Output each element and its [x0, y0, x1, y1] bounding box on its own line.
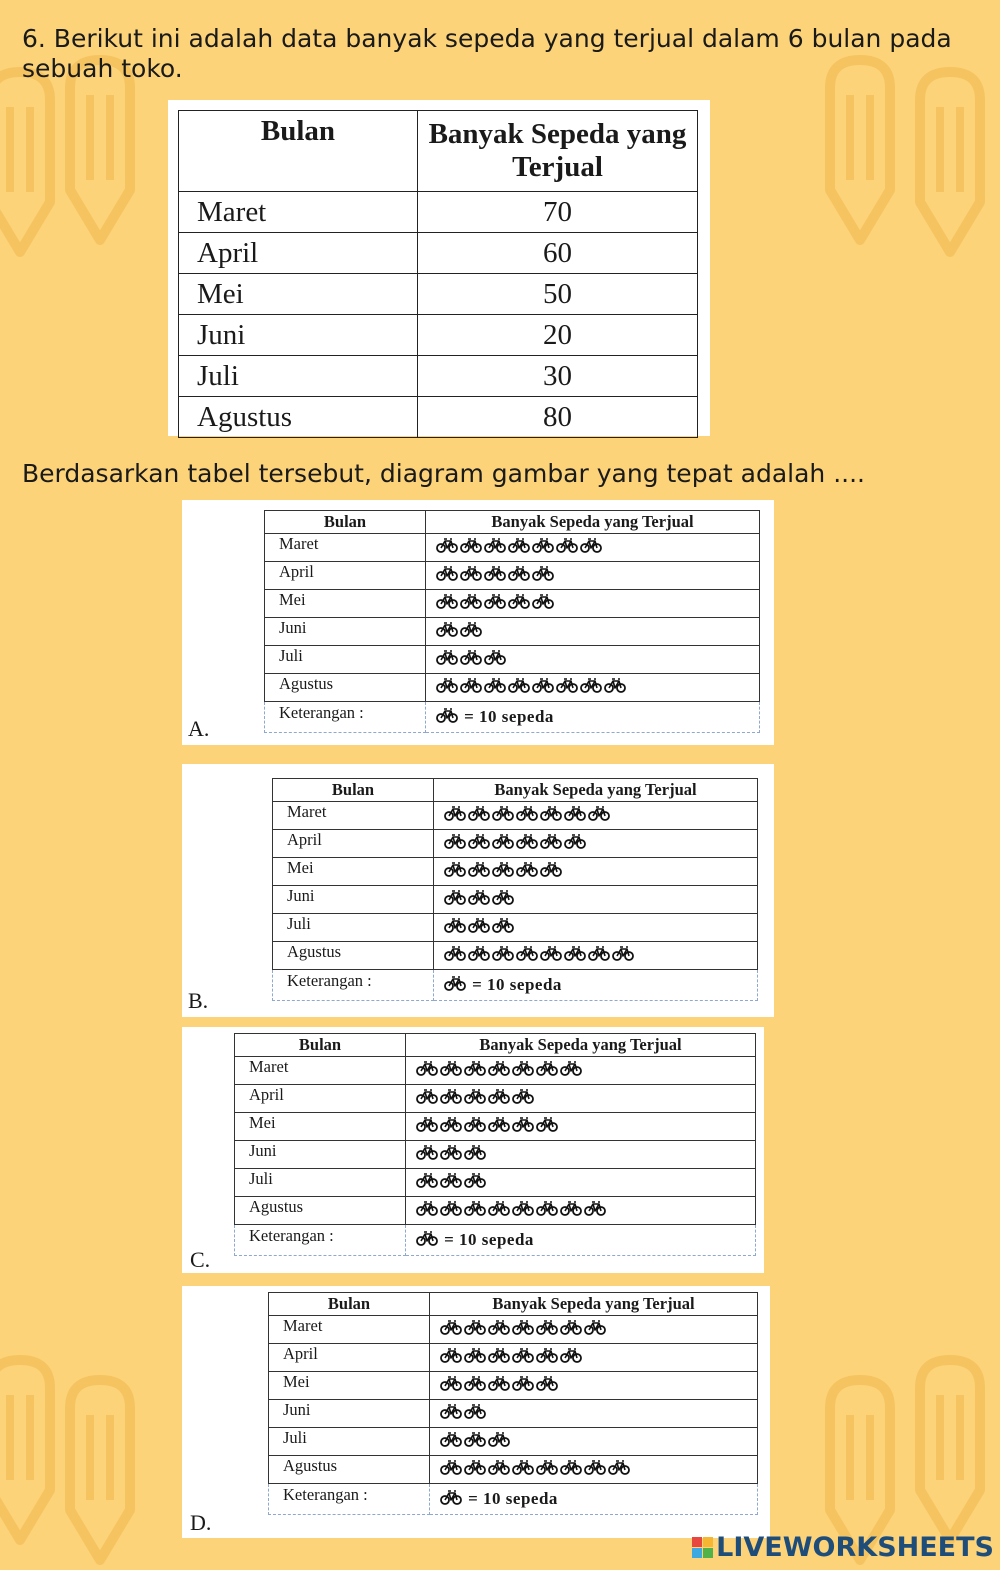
- month-cell: Agustus: [273, 942, 434, 970]
- bicycle-icon: [508, 677, 530, 698]
- bicycle-icon: [512, 1375, 534, 1396]
- bicycle-icon: [540, 833, 562, 854]
- pictogram-row: [273, 858, 758, 886]
- value-cell: 60: [418, 233, 698, 274]
- month-cell: Juni: [235, 1141, 406, 1169]
- bicycle-icon: [488, 1375, 510, 1396]
- value-cell: 80: [418, 397, 698, 438]
- month-cell: Juli: [265, 646, 426, 674]
- pictogram-row: [269, 1344, 758, 1372]
- bicycle-icons: [426, 562, 760, 590]
- pictogram-row: [273, 802, 758, 830]
- bicycle-icons: [434, 830, 758, 858]
- bicycle-icon: [564, 945, 586, 966]
- bicycle-icon: [464, 1347, 486, 1368]
- bicycle-icon: [560, 1319, 582, 1340]
- bicycle-icon: [444, 805, 466, 826]
- bicycle-icon: [488, 1060, 510, 1081]
- bicycle-icon: [588, 805, 610, 826]
- bicycle-icon: [584, 1319, 606, 1340]
- pictogram-legend-row: [269, 1484, 758, 1515]
- bicycle-icons: [430, 1428, 758, 1456]
- bicycle-icon: [516, 945, 538, 966]
- bicycle-icons: [406, 1141, 756, 1169]
- bicycle-icon: [604, 677, 626, 698]
- bicycle-icon: [416, 1230, 438, 1251]
- bicycle-icon: [464, 1403, 486, 1424]
- bicycle-icons: [434, 858, 758, 886]
- pictogram-row: [235, 1197, 756, 1225]
- data-table-panel: [168, 100, 710, 436]
- pictogram-row: [235, 1113, 756, 1141]
- bicycle-icon: [540, 945, 562, 966]
- bicycle-icon: [488, 1431, 510, 1452]
- bicycle-icons: [434, 942, 758, 970]
- bicycle-icon: [464, 1459, 486, 1480]
- bicycle-icon: [560, 1060, 582, 1081]
- bicycle-icons: [406, 1197, 756, 1225]
- data-table: [178, 110, 698, 438]
- bicycle-icon: [464, 1144, 486, 1165]
- legend-text: = 10 sepeda: [464, 707, 554, 727]
- logo-square: [692, 1537, 702, 1547]
- value-cell: 50: [418, 274, 698, 315]
- bicycle-icon: [532, 565, 554, 586]
- pictogram-row: [269, 1428, 758, 1456]
- bicycle-icon: [488, 1116, 510, 1137]
- pictogram-row: [235, 1057, 756, 1085]
- bicycle-icon: [440, 1200, 462, 1221]
- pictogram-row: [265, 590, 760, 618]
- month-cell: April: [269, 1344, 430, 1372]
- option-letter: D.: [190, 1510, 212, 1535]
- bicycle-icons: [434, 914, 758, 942]
- table-row: [179, 356, 698, 397]
- bicycle-icon: [464, 1116, 486, 1137]
- bicycle-icons: [426, 590, 760, 618]
- bicycle-icon: [444, 889, 466, 910]
- bicycle-icons: [430, 1456, 758, 1484]
- table-row: [179, 274, 698, 315]
- bicycle-icon: [416, 1088, 438, 1109]
- option-c[interactable]: [182, 1027, 764, 1273]
- table-row: [179, 192, 698, 233]
- bicycle-icon: [484, 537, 506, 558]
- logo-square: [703, 1548, 713, 1558]
- bicycle-icons: [426, 646, 760, 674]
- month-cell: Juni: [179, 315, 418, 356]
- liveworksheets-brand[interactable]: [692, 1532, 994, 1563]
- bicycle-icon: [444, 945, 466, 966]
- month-cell: Agustus: [265, 674, 426, 702]
- pictogram-legend-row: [265, 702, 760, 733]
- bicycle-icon: [440, 1088, 462, 1109]
- bicycle-icon: [516, 805, 538, 826]
- bicycle-icon: [488, 1319, 510, 1340]
- bicycle-icon: [564, 805, 586, 826]
- pictogram-table-a: [264, 510, 760, 733]
- bicycle-icon: [468, 945, 490, 966]
- pictogram-row: [235, 1169, 756, 1197]
- bicycle-icon: [440, 1403, 462, 1424]
- bicycle-icon: [536, 1116, 558, 1137]
- pictogram-legend-row: [235, 1225, 756, 1256]
- option-letter: B.: [188, 988, 209, 1013]
- month-cell: April: [179, 233, 418, 274]
- bicycle-icon: [492, 861, 514, 882]
- bicycle-icon: [440, 1375, 462, 1396]
- bicycle-icon: [508, 537, 530, 558]
- month-cell: Agustus: [235, 1197, 406, 1225]
- pictogram-row: [265, 534, 760, 562]
- bicycle-icon: [436, 593, 458, 614]
- month-cell: Juni: [265, 618, 426, 646]
- bicycle-icon: [492, 917, 514, 938]
- bicycle-icons: [406, 1113, 756, 1141]
- bicycle-icon: [608, 1459, 630, 1480]
- table-row: [179, 233, 698, 274]
- month-cell: April: [265, 562, 426, 590]
- pictogram-row: [265, 674, 760, 702]
- pictogram-row: [235, 1141, 756, 1169]
- bicycle-icons: [434, 802, 758, 830]
- pictogram-header-month: Bulan: [273, 779, 434, 802]
- bicycle-icon: [584, 1459, 606, 1480]
- bicycle-icon: [460, 537, 482, 558]
- bicycle-icon: [440, 1319, 462, 1340]
- legend-value: [406, 1225, 756, 1256]
- bicycle-icon: [516, 833, 538, 854]
- month-cell: Juli: [179, 356, 418, 397]
- bicycle-icon: [536, 1319, 558, 1340]
- legend-text: = 10 sepeda: [472, 975, 562, 995]
- bicycle-icon: [436, 677, 458, 698]
- bicycle-icon: [436, 707, 458, 728]
- bicycle-icons: [430, 1344, 758, 1372]
- pictogram-row: [235, 1085, 756, 1113]
- table-row: [179, 397, 698, 438]
- bicycle-icon: [440, 1431, 462, 1452]
- legend-label: Keterangan :: [265, 702, 426, 733]
- bicycle-icon: [540, 861, 562, 882]
- bicycle-icon: [464, 1088, 486, 1109]
- month-cell: Juni: [273, 886, 434, 914]
- bicycle-icon: [560, 1459, 582, 1480]
- month-cell: Maret: [269, 1316, 430, 1344]
- bicycle-icon: [440, 1459, 462, 1480]
- pictogram-row: [265, 646, 760, 674]
- bicycle-icon: [508, 565, 530, 586]
- pictogram-row: [273, 914, 758, 942]
- bicycle-icons: [430, 1316, 758, 1344]
- month-cell: Mei: [265, 590, 426, 618]
- bicycle-icon: [460, 565, 482, 586]
- legend-label: Keterangan :: [235, 1225, 406, 1256]
- bicycle-icon: [492, 833, 514, 854]
- month-cell: Maret: [235, 1057, 406, 1085]
- bicycle-icon: [464, 1375, 486, 1396]
- pictogram-header-month: Bulan: [269, 1293, 430, 1316]
- bicycle-icons: [406, 1169, 756, 1197]
- pictogram-row: [273, 886, 758, 914]
- pictogram-legend-row: [273, 970, 758, 1001]
- bicycle-icon: [468, 805, 490, 826]
- legend-label: Keterangan :: [269, 1484, 430, 1515]
- bicycle-icon: [488, 1459, 510, 1480]
- bicycle-icon: [492, 805, 514, 826]
- column-header-month: Bulan: [179, 111, 418, 192]
- month-cell: Maret: [273, 802, 434, 830]
- bicycle-icons: [434, 886, 758, 914]
- bicycle-icon: [492, 889, 514, 910]
- bicycle-icon: [556, 537, 578, 558]
- brand-text: LIVEWORKSHEETS: [716, 1532, 994, 1563]
- value-cell: 30: [418, 356, 698, 397]
- bicycle-icon: [512, 1116, 534, 1137]
- pictogram-header-month: Bulan: [265, 511, 426, 534]
- bicycle-icon: [488, 1347, 510, 1368]
- bicycle-icon: [484, 565, 506, 586]
- bicycle-icon: [440, 1144, 462, 1165]
- bicycle-icon: [436, 537, 458, 558]
- bicycle-icon: [444, 975, 466, 996]
- bicycle-icon: [512, 1060, 534, 1081]
- bicycle-icon: [464, 1060, 486, 1081]
- bicycle-icon: [536, 1375, 558, 1396]
- pictogram-row: [273, 830, 758, 858]
- month-cell: Mei: [273, 858, 434, 886]
- bicycle-icon: [416, 1116, 438, 1137]
- pictogram-row: [269, 1400, 758, 1428]
- bicycle-icon: [464, 1172, 486, 1193]
- month-cell: Agustus: [179, 397, 418, 438]
- month-cell: Maret: [179, 192, 418, 233]
- bicycle-icon: [436, 621, 458, 642]
- column-header-count: Banyak Sepeda yang Terjual: [418, 111, 698, 192]
- bicycle-icon: [512, 1319, 534, 1340]
- pictogram-table-c: [234, 1033, 756, 1256]
- bicycle-icon: [512, 1347, 534, 1368]
- pictogram-table-b: [272, 778, 758, 1001]
- bicycle-icon: [416, 1144, 438, 1165]
- bicycle-icons: [426, 674, 760, 702]
- bicycle-icon: [484, 593, 506, 614]
- bicycle-icon: [532, 537, 554, 558]
- bicycle-icon: [460, 621, 482, 642]
- bicycle-icon: [512, 1459, 534, 1480]
- bicycle-icon: [444, 917, 466, 938]
- bicycle-icon: [444, 861, 466, 882]
- pictogram-table-d: [268, 1292, 758, 1515]
- bicycle-icon: [468, 833, 490, 854]
- pictogram-row: [265, 618, 760, 646]
- bicycle-icon: [440, 1347, 462, 1368]
- bicycle-icon: [440, 1060, 462, 1081]
- month-cell: April: [235, 1085, 406, 1113]
- pictogram-row: [269, 1456, 758, 1484]
- bicycle-icon: [560, 1200, 582, 1221]
- pictogram-header-month: Bulan: [235, 1034, 406, 1057]
- option-letter: C.: [190, 1247, 211, 1272]
- bicycle-icon: [416, 1060, 438, 1081]
- logo-square: [703, 1537, 713, 1547]
- bicycle-icons: [406, 1057, 756, 1085]
- bicycle-icon: [464, 1319, 486, 1340]
- pictogram-header-count: Banyak Sepeda yang Terjual: [434, 779, 758, 802]
- bicycle-icon: [536, 1347, 558, 1368]
- bicycle-icon: [512, 1200, 534, 1221]
- bicycle-icon: [492, 945, 514, 966]
- bicycle-icon: [436, 649, 458, 670]
- pictogram-header-count: Banyak Sepeda yang Terjual: [406, 1034, 756, 1057]
- bicycle-icon: [460, 649, 482, 670]
- bicycle-icons: [430, 1372, 758, 1400]
- month-cell: Juli: [273, 914, 434, 942]
- bicycle-icons: [426, 618, 760, 646]
- bicycle-icon: [536, 1459, 558, 1480]
- bicycle-icons: [426, 534, 760, 562]
- month-cell: Agustus: [269, 1456, 430, 1484]
- bicycle-icon: [440, 1489, 462, 1510]
- legend-text: = 10 sepeda: [468, 1489, 558, 1509]
- bicycle-icon: [468, 861, 490, 882]
- bicycle-icon: [416, 1200, 438, 1221]
- month-cell: Juli: [235, 1169, 406, 1197]
- question-text: 6. Berikut ini adalah data banyak sepeda yang terjual dalam 6 bulan pada sebuah toko.: [22, 24, 952, 83]
- bicycle-icon: [580, 537, 602, 558]
- bicycle-icon: [580, 677, 602, 698]
- month-cell: April: [273, 830, 434, 858]
- bicycle-icon: [612, 945, 634, 966]
- bicycle-icon: [468, 889, 490, 910]
- bicycle-icon: [532, 593, 554, 614]
- bicycle-icons: [430, 1400, 758, 1428]
- bicycle-icon: [468, 917, 490, 938]
- bicycle-icon: [488, 1088, 510, 1109]
- bicycle-icon: [512, 1088, 534, 1109]
- bicycle-icon: [464, 1200, 486, 1221]
- month-cell: Mei: [235, 1113, 406, 1141]
- bicycle-icon: [588, 945, 610, 966]
- bicycle-icon: [584, 1200, 606, 1221]
- month-cell: Mei: [179, 274, 418, 315]
- logo-square: [692, 1548, 702, 1558]
- pictogram-header-count: Banyak Sepeda yang Terjual: [430, 1293, 758, 1316]
- bicycle-icon: [516, 861, 538, 882]
- pictogram-row: [265, 562, 760, 590]
- bicycle-icon: [536, 1200, 558, 1221]
- month-cell: Maret: [265, 534, 426, 562]
- bicycle-icon: [532, 677, 554, 698]
- month-cell: Juni: [269, 1400, 430, 1428]
- pictogram-row: [273, 942, 758, 970]
- bicycle-icon: [436, 565, 458, 586]
- option-letter: A.: [188, 716, 210, 741]
- option-a[interactable]: [182, 500, 774, 745]
- table-row: [179, 315, 698, 356]
- month-cell: Juli: [269, 1428, 430, 1456]
- option-b[interactable]: [182, 764, 774, 1017]
- bicycle-icon: [464, 1431, 486, 1452]
- pictogram-header-count: Banyak Sepeda yang Terjual: [426, 511, 760, 534]
- table-header-row: [179, 111, 698, 192]
- month-cell: Mei: [269, 1372, 430, 1400]
- legend-value: [430, 1484, 758, 1515]
- bicycle-icon: [488, 1200, 510, 1221]
- bicycle-icon: [508, 593, 530, 614]
- bicycle-icon: [564, 833, 586, 854]
- bicycle-icon: [536, 1060, 558, 1081]
- pictogram-row: [269, 1372, 758, 1400]
- legend-value: [434, 970, 758, 1001]
- instruction-text: Berdasarkan tabel tersebut, diagram gambar yang tepat adalah ....: [22, 459, 865, 488]
- bicycle-icon: [460, 593, 482, 614]
- liveworksheets-logo-icon: [692, 1537, 713, 1558]
- pictogram-row: [269, 1316, 758, 1344]
- bicycle-icon: [484, 677, 506, 698]
- legend-text: = 10 sepeda: [444, 1230, 534, 1250]
- legend-value: [426, 702, 760, 733]
- bicycle-icon: [440, 1172, 462, 1193]
- bicycle-icon: [540, 805, 562, 826]
- bicycle-icons: [406, 1085, 756, 1113]
- option-d[interactable]: [182, 1286, 770, 1538]
- legend-label: Keterangan :: [273, 970, 434, 1001]
- bicycle-icon: [440, 1116, 462, 1137]
- bicycle-icon: [460, 677, 482, 698]
- bicycle-icon: [484, 649, 506, 670]
- bicycle-icon: [416, 1172, 438, 1193]
- bicycle-icon: [444, 833, 466, 854]
- value-cell: 70: [418, 192, 698, 233]
- bicycle-icon: [560, 1347, 582, 1368]
- bicycle-icon: [556, 677, 578, 698]
- value-cell: 20: [418, 315, 698, 356]
